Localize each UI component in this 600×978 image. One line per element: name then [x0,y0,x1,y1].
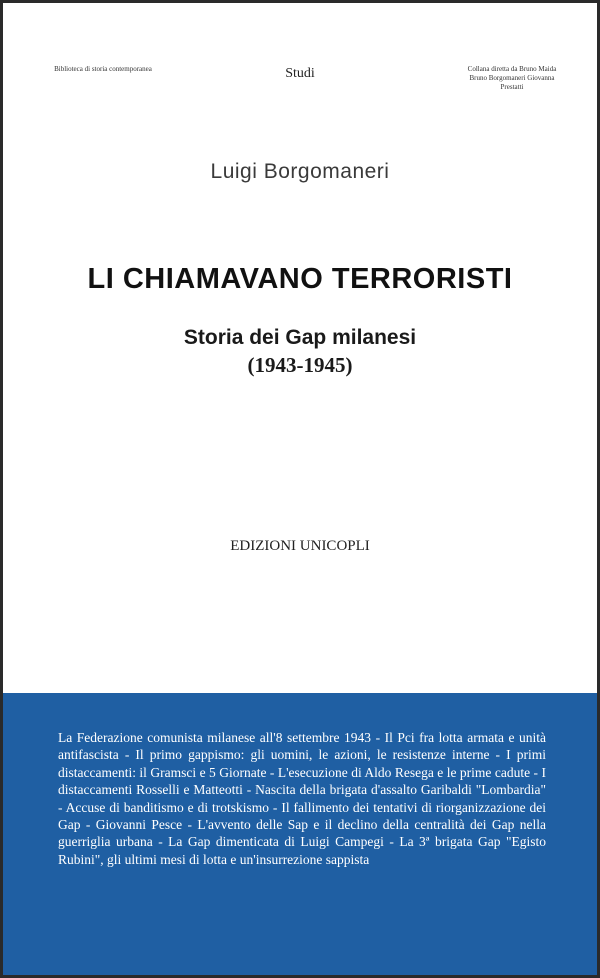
series-name: Studi [285,66,315,81]
series-label-right: Collana diretta da Bruno Maida Bruno Borgomaneri Giovanna Prestatti [467,65,557,91]
blue-band [3,693,597,975]
book-years: (1943-1945) [247,353,353,377]
series-label-left: Biblioteca di storia contemporanea [54,65,152,73]
cover-blurb: La Federazione comunista milanese all'8 settembre 1943 - Il Pci fra lotta armata e unità antifascista - Il primo gappismo: gli uomini, le azioni, le resistenze interne - I primi distaccamenti: il Gramsci e 5 Giornate - L'esecuzione di Aldo Resega e le prime cadute - I distaccamenti Rosselli e Matteotti - Nascita della brigata d'assalto Garibaldi "Lombardia" - Accuse di banditismo e di trotskismo - Il fallimento dei tentativi di riorganizzazione dei Gap - Giovanni Pesce - L'avvento delle Sap e il declino della centralità dei Gap nella guerriglia urbana - La Gap dimenticata di Luigi Campegi - La 3ª brigata Gap "Egisto Rubini", gli ultimi mesi di lotta e un'insurrezione sappista [58,730,546,867]
book-title: LI CHIAMAVANO TERRORISTI [87,263,513,295]
book-subtitle: Storia dei Gap milanesi [183,326,417,349]
author-name: Luigi Borgomaneri [210,160,390,183]
publisher-name: EDIZIONI UNICOPLI [230,538,370,554]
